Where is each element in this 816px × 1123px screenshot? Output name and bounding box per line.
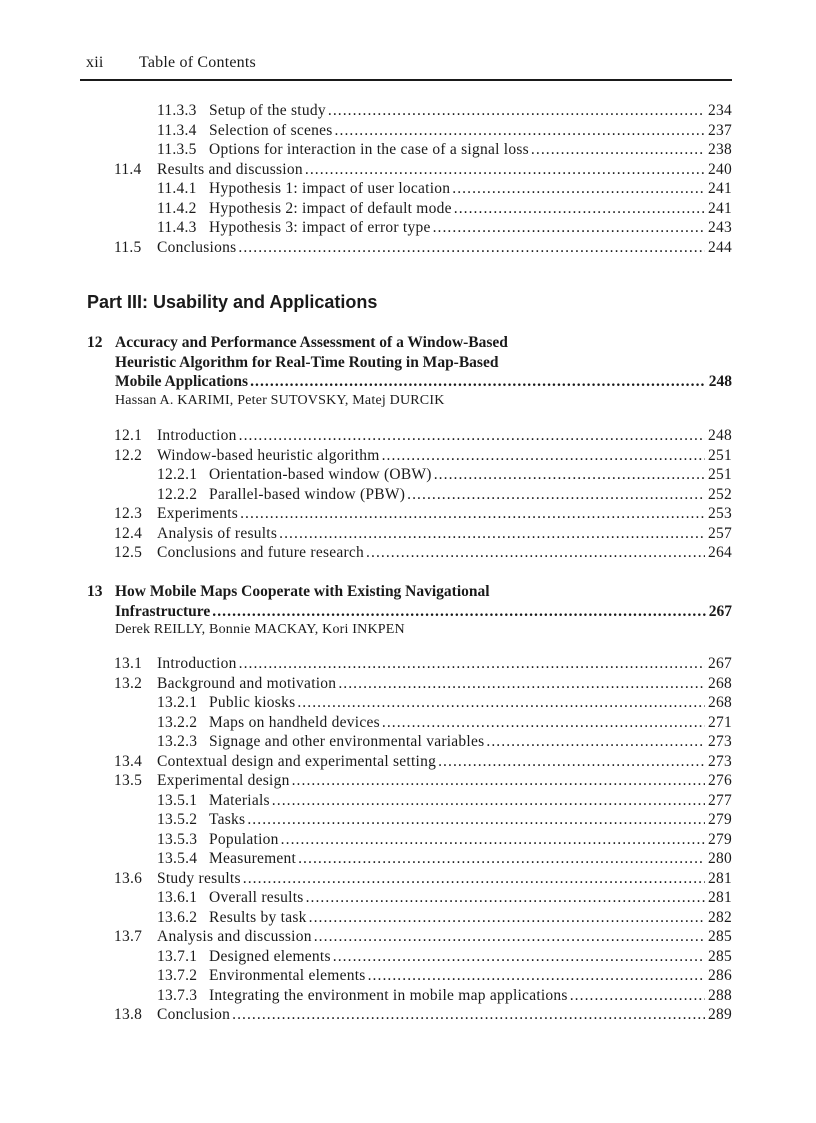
toc-entry[interactable]: [157, 180, 732, 200]
toc-entry-number: 12.2.2: [157, 485, 198, 503]
toc-entry-title: Maps on handheld devices: [209, 713, 380, 731]
toc-entry-page: 279: [708, 811, 732, 828]
toc-entry[interactable]: [114, 544, 732, 564]
toc-entry-page: 273: [708, 752, 732, 770]
dot-leader: [328, 102, 705, 120]
toc-entry-number: 13.2.3: [157, 733, 198, 750]
dot-leader: [382, 714, 705, 732]
toc-entry-number: 13.7.1: [157, 947, 198, 965]
header-page-number: xii: [86, 54, 104, 71]
dot-leader: [297, 694, 705, 712]
toc-entry-number: 13.7: [114, 928, 143, 945]
toc-entry-number: 11.4: [114, 160, 142, 178]
toc-entry-title: Orientation-based window (OBW): [209, 466, 432, 483]
toc-entry-title: Conclusions and future research: [157, 544, 365, 561]
chapter-title-line: Infrastructure: [115, 602, 211, 620]
toc-entry-title: Public kiosks: [209, 694, 296, 711]
toc-entry[interactable]: [157, 694, 732, 714]
dot-leader: [232, 1006, 705, 1024]
dot-leader: [272, 792, 705, 810]
toc-entry[interactable]: [114, 655, 732, 675]
toc-entry-title: Designed elements: [209, 947, 331, 965]
dot-leader: [434, 466, 705, 484]
toc-entry-number: 11.5: [114, 238, 142, 256]
toc-entry-page: 237: [708, 121, 732, 139]
toc-entry-page: 243: [708, 219, 732, 236]
chapter-page: 248: [708, 373, 732, 390]
toc-entry-title: Setup of the study: [209, 102, 326, 119]
toc-entry[interactable]: [157, 200, 732, 220]
toc-entry-page: 241: [708, 180, 732, 197]
toc-entry[interactable]: [114, 525, 732, 545]
chapter-title-final-line[interactable]: [115, 603, 732, 621]
dot-leader: [239, 655, 705, 673]
dot-leader: [239, 427, 705, 445]
toc-entry-number: 13.2.2: [157, 713, 198, 731]
toc-entry-page: 264: [708, 544, 732, 561]
chapter-authors: Hassan A. KARIMI, Peter SUTOVSKY, Matej DURCIK: [115, 393, 445, 408]
toc-entry-title: Introduction: [157, 427, 237, 444]
toc-entry-page: 238: [708, 141, 732, 158]
dot-leader: [306, 889, 705, 907]
toc-entry[interactable]: [114, 772, 732, 792]
dot-leader: [335, 122, 705, 140]
toc-entry-title: Environmental elements: [209, 967, 366, 984]
toc-entry-title: Hypothesis 1: impact of user location: [209, 180, 451, 197]
toc-entry-page: 273: [708, 733, 732, 750]
dot-leader: [212, 603, 705, 621]
chapter-title-line: How Mobile Maps Cooperate with Existing Navigational: [115, 583, 490, 600]
toc-entry-page: 285: [708, 947, 732, 965]
toc-entry-number: 13.5.3: [157, 830, 198, 848]
toc-entry[interactable]: [157, 831, 732, 851]
toc-entry-title: Signage and other environmental variables: [209, 733, 485, 750]
toc-entry-number: 12.1: [114, 427, 143, 444]
toc-entry-page: 251: [708, 446, 732, 464]
toc-entry-number: 13.5.1: [157, 791, 198, 809]
toc-entry-number: 13.8: [114, 1006, 143, 1023]
toc-entry-number: 13.7.3: [157, 986, 198, 1004]
toc-entry[interactable]: [157, 909, 732, 929]
dot-leader: [333, 948, 705, 966]
toc-entry-number: 11.4.1: [157, 180, 197, 197]
toc-entry-number: 13.6: [114, 869, 143, 887]
toc-entry-page: 282: [708, 908, 732, 926]
toc-entry-page: 281: [708, 869, 732, 887]
toc-entry-page: 279: [708, 830, 732, 848]
toc-entry-number: 11.3.4: [157, 121, 197, 139]
toc-entry-title: Conclusion: [157, 1006, 231, 1023]
toc-entry-number: 13.5: [114, 772, 143, 789]
toc-entry[interactable]: [114, 427, 732, 447]
chapter-title-final-line[interactable]: [115, 373, 732, 391]
toc-entry-page: 267: [708, 655, 732, 672]
dot-leader: [292, 772, 705, 790]
toc-entry-number: 11.4.2: [157, 199, 197, 217]
dot-leader: [454, 200, 705, 218]
toc-entry-title: Experimental design: [157, 772, 290, 789]
chapter-number: 12: [87, 334, 103, 351]
toc-entry-title: Contextual design and experimental setting: [157, 752, 437, 770]
toc-entry-title: Measurement: [209, 850, 297, 867]
dot-leader: [240, 505, 705, 523]
toc-entry-page: 286: [708, 967, 732, 984]
dot-leader: [433, 219, 705, 237]
chapter-title-line: Accuracy and Performance Assessment of a Window-Based: [115, 334, 508, 351]
dot-leader: [531, 141, 705, 159]
toc-entry[interactable]: [114, 1006, 732, 1026]
toc-entry[interactable]: [114, 928, 732, 948]
dot-leader: [338, 675, 705, 693]
toc-entry[interactable]: [157, 948, 732, 968]
toc-entry-title: Results by task: [209, 908, 307, 926]
toc-entry-page: 234: [708, 102, 732, 119]
toc-entry-page: 271: [708, 713, 732, 731]
toc-entry-title: Results and discussion: [157, 160, 303, 178]
toc-entry-page: 285: [708, 928, 732, 945]
toc-entry-page: 289: [708, 1006, 732, 1023]
toc-entry-number: 11.4.3: [157, 219, 197, 236]
toc-entry-page: 281: [708, 889, 732, 906]
dot-leader: [368, 967, 705, 985]
toc-entry-number: 13.1: [114, 655, 143, 672]
toc-entry[interactable]: [114, 239, 732, 259]
toc-entry-title: Analysis and discussion: [157, 928, 312, 945]
chapter-number: 13: [87, 583, 103, 600]
dot-leader: [279, 525, 705, 543]
toc-entry-page: 252: [708, 485, 732, 503]
toc-entry[interactable]: [157, 987, 732, 1007]
toc-entry-page: 288: [708, 986, 732, 1004]
toc-entry[interactable]: [157, 466, 732, 486]
dot-leader: [407, 486, 705, 504]
toc-entry-title: Conclusions: [157, 238, 237, 256]
toc-entry-page: 240: [708, 160, 732, 178]
chapter-title-line: Mobile Applications: [115, 373, 249, 390]
toc-entry-number: 13.5.2: [157, 811, 198, 828]
toc-entry-number: 11.3.5: [157, 141, 197, 158]
toc-entry-number: 13.6.2: [157, 908, 198, 926]
toc-entry-page: 257: [708, 524, 732, 542]
toc-entry[interactable]: [114, 161, 732, 181]
dot-leader: [438, 753, 705, 771]
toc-entry-title: Introduction: [157, 655, 237, 672]
header-title: Table of Contents: [139, 54, 256, 71]
toc-entry-page: 276: [708, 772, 732, 789]
dot-leader: [309, 909, 705, 927]
toc-entry-title: Window-based heuristic algorithm: [157, 446, 380, 464]
toc-entry[interactable]: [157, 850, 732, 870]
toc-entry[interactable]: [114, 753, 732, 773]
toc-entry-title: Overall results: [209, 889, 304, 906]
toc-entry-title: Experiments: [157, 505, 239, 522]
toc-entry[interactable]: [114, 505, 732, 525]
toc-entry-number: 12.4: [114, 524, 143, 542]
dot-leader: [570, 987, 705, 1005]
toc-entry-page: 280: [708, 850, 732, 867]
toc-entry[interactable]: [157, 486, 732, 506]
chapter-12-heading[interactable]: [87, 334, 508, 352]
toc-entry[interactable]: [157, 141, 732, 161]
dot-leader: [298, 850, 705, 868]
toc-entry-title: Selection of scenes: [209, 121, 333, 139]
dot-leader: [486, 733, 705, 751]
toc-entry[interactable]: [114, 870, 732, 890]
toc-entry-title: Options for interaction in the case of a signal loss: [209, 141, 529, 158]
toc-entry-page: 251: [708, 466, 732, 483]
dot-leader: [247, 811, 705, 829]
toc-entry[interactable]: [157, 714, 732, 734]
toc-entry[interactable]: [114, 447, 732, 467]
toc-entry[interactable]: [157, 122, 732, 142]
toc-entry-title: Background and motivation: [157, 674, 337, 692]
toc-entry-number: 12.5: [114, 544, 143, 561]
toc-entry-title: Hypothesis 3: impact of error type: [209, 219, 431, 236]
toc-entry-title: Tasks: [209, 811, 246, 828]
dot-leader: [314, 928, 705, 946]
toc-entry-title: Materials: [209, 791, 270, 809]
dot-leader: [238, 239, 705, 257]
toc-entry-page: 268: [708, 694, 732, 711]
toc-entry-title: Population: [209, 830, 279, 848]
toc-entry-number: 13.5.4: [157, 850, 198, 867]
toc-entry[interactable]: [157, 733, 732, 753]
toc-entry-number: 13.7.2: [157, 967, 198, 984]
toc-entry[interactable]: [114, 675, 732, 695]
toc-entry[interactable]: [157, 889, 732, 909]
toc-entry-page: 248: [708, 427, 732, 444]
chapter-title-line: Heuristic Algorithm for Real-Time Routing in Map-Based: [115, 353, 499, 371]
dot-leader: [305, 161, 705, 179]
toc-entry-page: 244: [708, 238, 732, 256]
dot-leader: [250, 373, 706, 391]
chapter-13-heading[interactable]: [87, 583, 490, 601]
toc-entry-number: 12.2: [114, 446, 143, 464]
toc-entry[interactable]: [157, 811, 732, 831]
toc-entry[interactable]: [157, 967, 732, 987]
toc-entry-number: 12.3: [114, 505, 143, 522]
toc-entry-number: 13.2: [114, 674, 143, 692]
dot-leader: [243, 870, 705, 888]
dot-leader: [452, 180, 705, 198]
dot-leader: [366, 544, 705, 562]
toc-entry-title: Analysis of results: [157, 524, 278, 542]
dot-leader: [382, 447, 705, 465]
toc-entry-number: 13.2.1: [157, 694, 198, 711]
part-heading[interactable]: Part III: Usability and Applications: [87, 292, 378, 312]
toc-entry-page: 253: [708, 505, 732, 522]
toc-entry[interactable]: [157, 219, 732, 239]
toc-entry-title: Study results: [157, 869, 241, 887]
toc-entry-title: Hypothesis 2: impact of default mode: [209, 199, 452, 217]
toc-entry-number: 12.2.1: [157, 466, 198, 483]
toc-entry[interactable]: [157, 792, 732, 812]
chapter-page: 267: [708, 602, 732, 620]
toc-entry-number: 11.3.3: [157, 102, 197, 119]
toc-entry-title: Integrating the environment in mobile map applications: [209, 986, 568, 1004]
toc-entry[interactable]: [157, 102, 732, 122]
toc-entry-title: Parallel-based window (PBW): [209, 485, 406, 503]
toc-entry-page: 241: [708, 199, 732, 217]
dot-leader: [281, 831, 705, 849]
toc-entry-number: 13.6.1: [157, 889, 198, 906]
chapter-authors: Derek REILLY, Bonnie MACKAY, Kori INKPEN: [115, 622, 405, 637]
toc-entry-number: 13.4: [114, 752, 143, 770]
toc-entry-page: 277: [708, 791, 732, 809]
toc-entry-page: 268: [708, 674, 732, 692]
